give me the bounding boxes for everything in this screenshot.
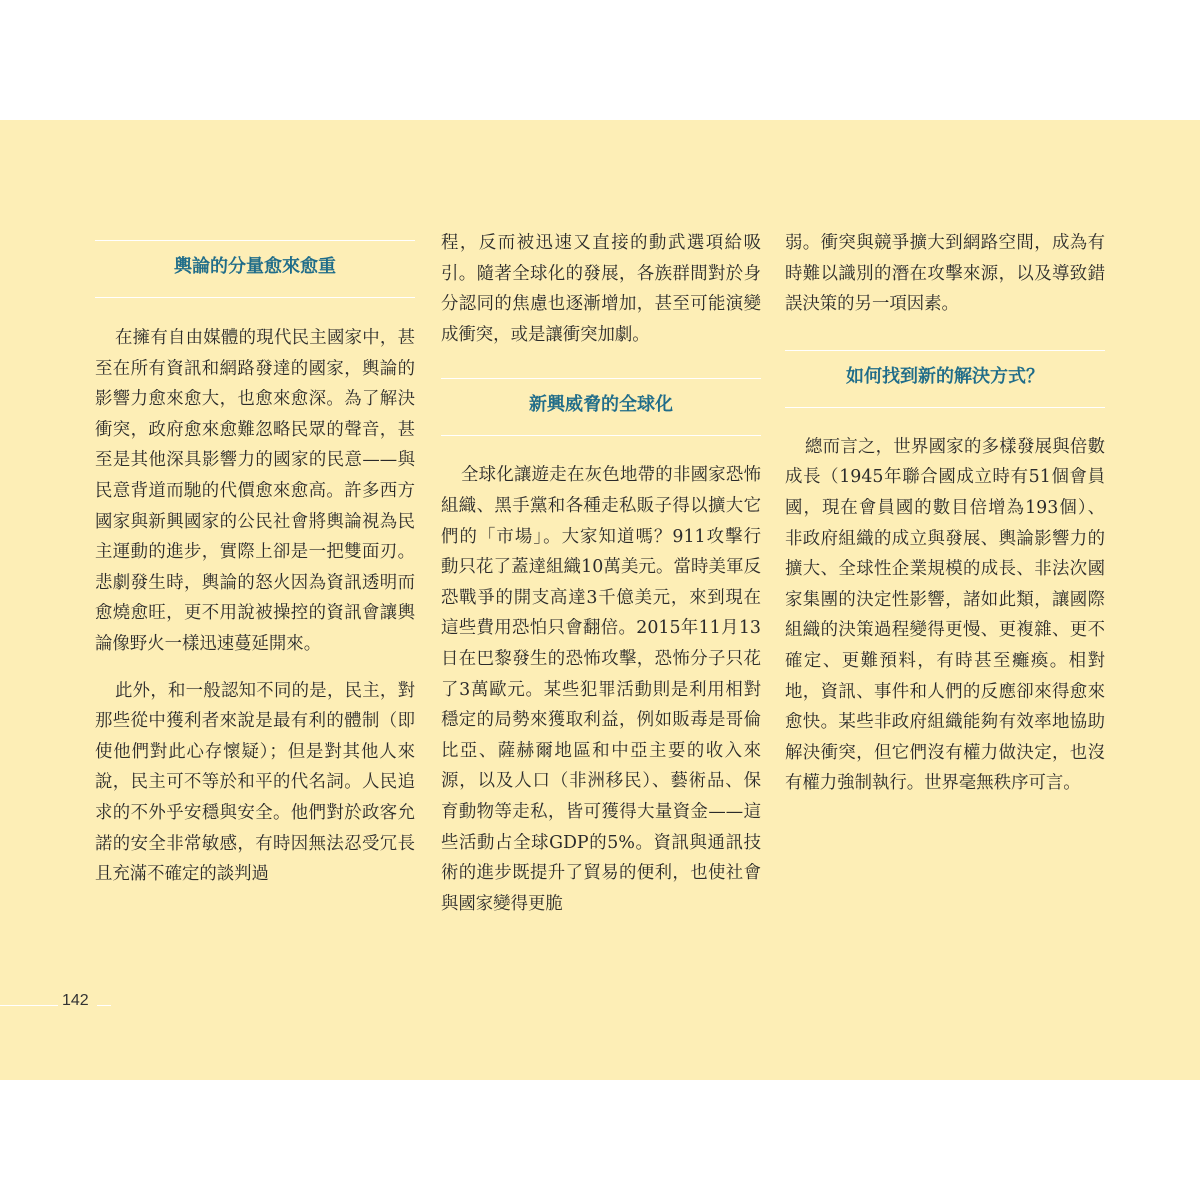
column-3: [785, 228, 1105, 799]
section-heading: 新興威脅的全球化: [529, 394, 673, 416]
paragraph: 此外，和一般認知不同的是，民主，對那些從中獲利者來說是最有利的體制（即使他們對此心存懷疑）；但是對其他人來說，民主可不等於和平的代名詞。人民追求的不外乎安穩與安全。他們對於政客允諾的安全非常敏感，有時因無法忍受冗長且充滿不確定的談判過: [95, 680, 415, 885]
section-heading-block: [441, 378, 761, 436]
section-heading: 輿論的分量愈來愈重: [174, 256, 336, 277]
column-1: [95, 240, 415, 890]
page-number: 142: [62, 992, 89, 1009]
page-number-rule: [97, 1005, 111, 1006]
continued-paragraph: 程，反而被迅速又直接的動武選項給吸引。隨著全球化的發展，各族群間對於身分認同的焦慮也逐漸增加，甚至可能演變成衝突，或是讓衝突加劇。: [441, 233, 761, 345]
paragraph: 全球化讓遊走在灰色地帶的非國家恐怖組織、黑手黨和各種走私販子得以擴大它們的「市場」。大家知道嗎？911攻擊行動只花了蓋達組織10萬美元。當時美軍反恐戰爭的開支高達3千億美元，來到現在這些費用恐怕只會翻倍。2015年11月13日在巴黎發生的恐怖攻擊，恐怖分子只花了3萬歐元。某些犯罪活動則是利用相對穩定的局勢來獲取利益，例如販毒是哥倫比亞、薩赫爾地區和中亞主要的收入來源，以及人口（非洲移民）、藝術品、保育動物等走私，皆可獲得大量資金——這些活動占全球GDP的5%。資訊與通訊技術的進步既提升了貿易的便利，也使社會與國家變得更脆: [441, 465, 761, 914]
paragraph: 總而言之，世界國家的多樣發展與倍數成長（1945年聯合國成立時有51個會員國，現在會員國的數目倍增為193個）、非政府組織的成立與發展、輿論影響力的擴大、全球性企業規模的成長、非法次國家集團的決定性影響，諸如此類，讓國際組織的決策過程變得更慢、更複雜、更不確定、更難預料，有時甚至癱瘓。相對地，資訊、事件和人們的反應卻來得愈來愈快。某些非政府組織能夠有效率地協助解決衝突，但它們沒有權力做決定，也沒有權力強制執行。世界毫無秩序可言。: [785, 436, 1105, 794]
book-page: [0, 120, 1200, 1080]
section-heading: 如何找到新的解決方式？: [846, 365, 1044, 387]
continued-paragraph: 弱。衝突與競爭擴大到網路空間，成為有時難以識別的潛在攻擊來源，以及導致錯誤決策的另一項因素。: [785, 233, 1105, 315]
column-2: [441, 228, 761, 919]
page-number-rule: [0, 1005, 58, 1006]
section-heading-block: [785, 350, 1105, 408]
paragraph: 在擁有自由媒體的現代民主國家中，甚至在所有資訊和網路發達的國家，輿論的影響力愈來愈大，也愈來愈深。為了解決衝突，政府愈來愈難忽略民眾的聲音，甚至是其他深具影響力的國家的民意——與民意背道而馳的代價愈來愈高。許多西方國家與新興國家的公民社會將輿論視為民主運動的進步，實際上卻是一把雙面刃。悲劇發生時，輿論的怒火因為資訊透明而愈燒愈旺，更不用說被操控的資訊會讓輿論像野火一樣迅速蔓延開來。: [95, 328, 415, 654]
section-heading-block: [95, 240, 415, 298]
